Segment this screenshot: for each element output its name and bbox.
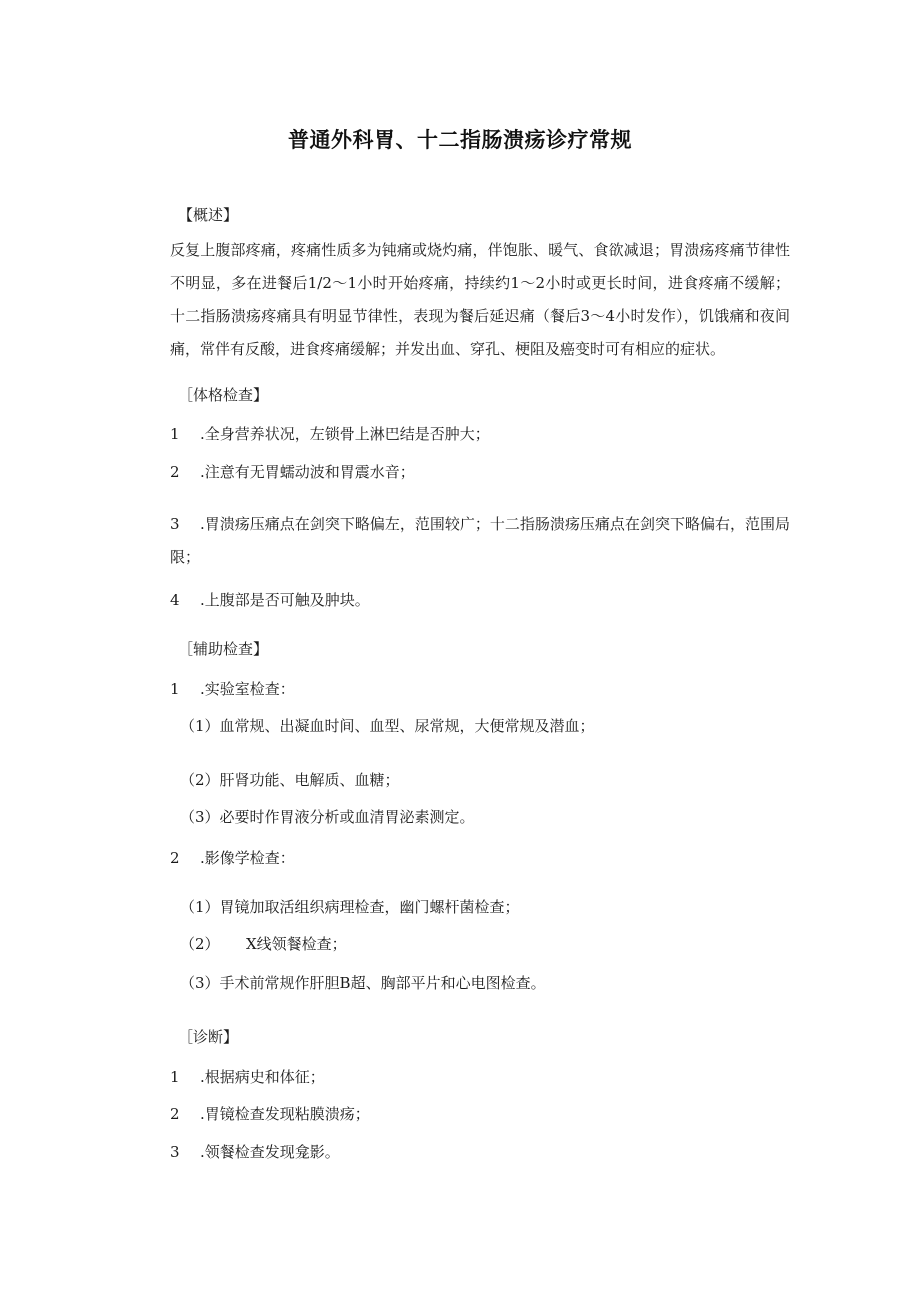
item-number: 4 — [170, 591, 180, 609]
item-text: .影像学检查： — [200, 849, 295, 867]
physical-exam-heading: ［体格检查】 — [178, 386, 269, 404]
lab-subitem — [180, 716, 595, 736]
lab-exam-item — [170, 679, 295, 699]
subitem-text: X线领餐检查； — [246, 935, 347, 953]
item-text: .全身营养状况，左锁骨上淋巴结是否肿大； — [200, 425, 490, 443]
item-text: .上腹部是否可触及肿块。 — [200, 591, 370, 609]
subitem-label: （3） — [180, 974, 220, 992]
lab-subitem — [180, 807, 475, 827]
subitem-text: 胃镜加取活组织病理检查，幽门螺杆菌检查； — [219, 898, 520, 916]
subitem-text: 手术前常规作肝胆B超、胸部平片和心电图检查。 — [219, 974, 546, 992]
overview-paragraph — [138, 234, 790, 366]
imaging-subitem — [180, 897, 520, 917]
subitem-text: 必要时作胃液分析或血清胃泌素测定。 — [219, 808, 475, 826]
item-number: 1 — [170, 1068, 180, 1086]
item-number: 3 — [170, 1143, 180, 1161]
item-text: .根据病史和体征； — [200, 1068, 325, 1086]
physical-exam-item — [170, 424, 490, 444]
subitem-text: 血常规、出凝血时间、血型、尿常规，大便常规及潜血； — [219, 717, 595, 735]
diagnosis-heading: ［诊断】 — [178, 1028, 239, 1046]
subitem-label: （1） — [180, 717, 220, 735]
item-number: 2 — [170, 1105, 180, 1123]
overview-text: 反复上腹部疼痛，疼痛性质多为钝痛或烧灼痛，伴饱胀、暖气、食欲减退；胃溃疡疼痛节律性不明显，多在进餐后1/2～1小时开始疼痛，持续约1～2小时或更长时间，进食疼痛不缓解；十二指肠溃疡疼痛具有明显节律性，表现为餐后延迟痛（餐后3～4小时发作），饥饿痛和夜间痛，常伴有反酸，进食疼痛缓解；并发出血、穿孔、梗阻及癌变时可有相应的症状。 — [170, 241, 790, 358]
item-text: .胃镜检查发现粘膜溃疡； — [200, 1105, 370, 1123]
item-number: 2 — [170, 463, 180, 481]
document-title: 普通外科胃、十二指肠溃疡诊疗常规 — [288, 128, 632, 152]
imaging-exam-item — [170, 848, 295, 868]
subitem-label: （3） — [180, 808, 220, 826]
auxiliary-exam-heading: ［辅助检查】 — [178, 640, 269, 658]
diagnosis-item — [170, 1067, 325, 1087]
item-text: .领餐检查发现龛影。 — [200, 1143, 340, 1161]
item-number: 2 — [170, 849, 180, 867]
subitem-label: （2） — [180, 935, 220, 953]
imaging-subitem — [180, 973, 546, 993]
item-text: .注意有无胃蠕动波和胃震水音； — [200, 463, 415, 481]
physical-exam-item — [170, 590, 370, 610]
subitem-text: 肝肾功能、电解质、血糖； — [219, 771, 400, 789]
item-text: .胃溃疡压痛点在剑突下略偏左，范围较广；十二指肠溃疡压痛点在剑突下略偏右，范围局限； — [170, 515, 790, 566]
item-number: 1 — [170, 425, 180, 443]
lab-subitem — [180, 770, 400, 790]
overview-heading: 【概述】 — [178, 206, 239, 224]
subitem-label: （2） — [180, 771, 220, 789]
subitem-label: （1） — [180, 898, 220, 916]
diagnosis-item — [170, 1142, 340, 1162]
item-text: .实验室检查： — [200, 680, 295, 698]
physical-exam-item — [170, 462, 415, 482]
item-number: 1 — [170, 680, 180, 698]
imaging-subitem — [180, 934, 347, 954]
item-number: 3 — [170, 515, 180, 533]
physical-exam-item — [138, 508, 790, 574]
diagnosis-item — [170, 1104, 370, 1124]
